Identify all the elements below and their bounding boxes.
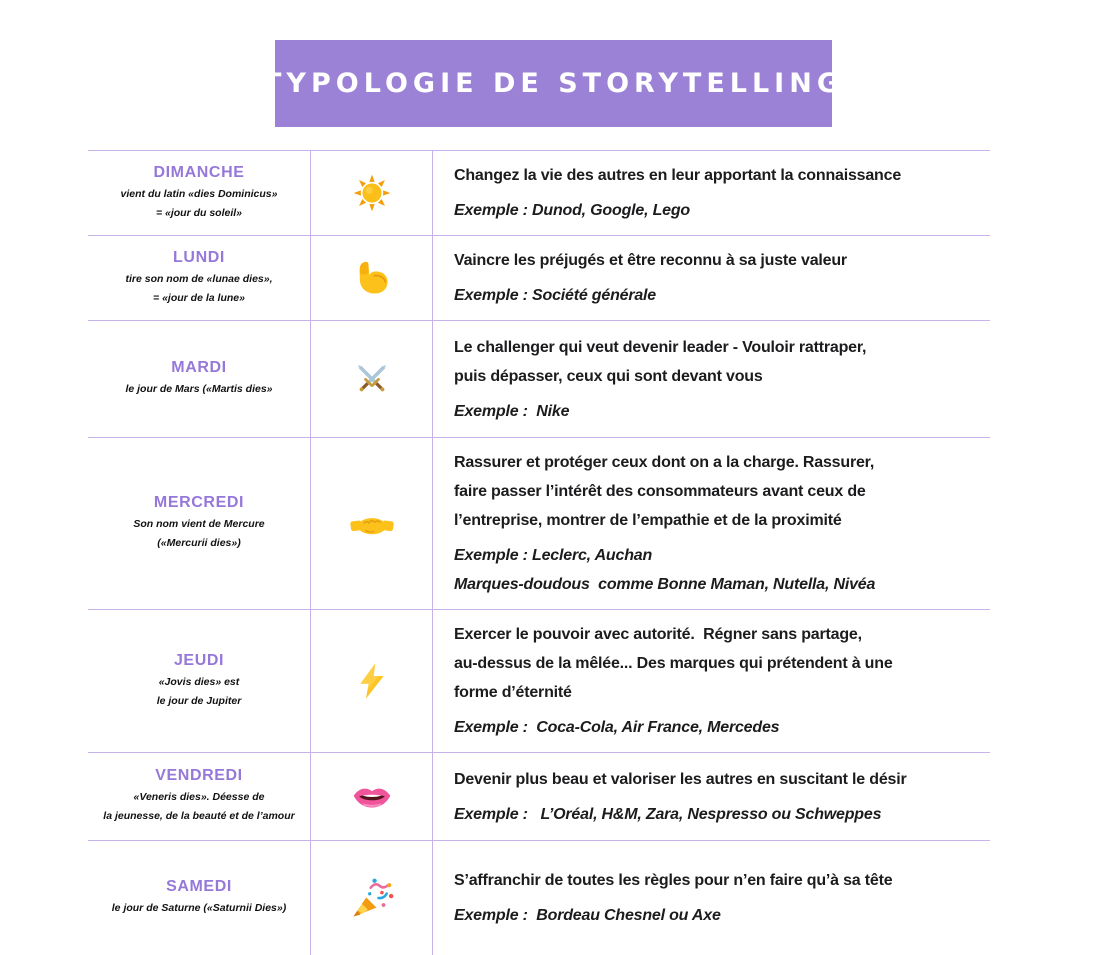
lips-icon xyxy=(350,775,394,819)
day-origin-line: la jeunesse, de la beauté et de l’amour xyxy=(103,810,295,822)
icon-cell xyxy=(310,841,433,955)
day-cell xyxy=(88,841,310,955)
description-line: Changez la vie des autres en leur apportant la connaissance xyxy=(454,167,902,184)
icon-cell xyxy=(310,753,433,840)
icon-cell xyxy=(310,438,433,609)
day-cell xyxy=(88,236,310,320)
day-cell xyxy=(88,151,310,235)
description-text xyxy=(454,620,990,707)
title-banner xyxy=(263,40,844,127)
table-row xyxy=(88,841,990,955)
crossed-swords-icon xyxy=(351,358,393,400)
description-line: puis dépasser, ceux qui sont devant vous xyxy=(454,367,763,385)
day-cell xyxy=(88,610,310,752)
day-origin-line: tire son nom de «lunae dies», xyxy=(125,272,273,285)
handshake-icon xyxy=(350,502,394,546)
day-origin-line: «Veneris dies». Déesse de xyxy=(133,791,265,803)
day-cell xyxy=(88,438,310,609)
day-name: JEUDI xyxy=(173,651,225,669)
day-origin xyxy=(90,185,308,223)
example-line: Exemple : Société générale xyxy=(454,287,657,304)
example-line: Exemple : Leclerc, Auchan xyxy=(454,547,653,564)
description-cell xyxy=(433,151,990,235)
example-line: Exemple : Bordeau Chesnel ou Axe xyxy=(454,907,721,924)
icon-cell xyxy=(310,321,433,437)
page-title: TYPOLOGIE DE STORYTELLING xyxy=(263,68,844,99)
example-line: Exemple : Nike xyxy=(454,402,570,420)
description-text xyxy=(454,866,990,895)
day-origin-line: = «jour de la lune» xyxy=(153,291,245,304)
description-cell xyxy=(433,438,990,609)
sun-icon xyxy=(352,173,392,213)
lightning-icon xyxy=(352,661,392,701)
description-line: Devenir plus beau et valoriser les autres en suscitant le désir xyxy=(454,770,907,788)
day-origin-line: Son nom vient de Mercure xyxy=(133,518,265,530)
party-popper-icon xyxy=(349,875,395,921)
day-cell xyxy=(88,753,310,840)
example-text xyxy=(454,541,990,599)
description-line: S’affranchir de toutes les règles pour n’en faire qu’à sa tête xyxy=(454,872,893,889)
day-origin-line: le jour de Saturne («Saturnii Dies») xyxy=(111,902,287,914)
table-row xyxy=(88,321,990,438)
description-line: Le challenger qui veut devenir leader - Vouloir rattraper, xyxy=(454,338,867,356)
day-name: LUNDI xyxy=(173,248,225,266)
day-origin-line: vient du latin «dies Dominicus» xyxy=(120,187,278,200)
example-line: Exemple : Coca-Cola, Air France, Mercedes xyxy=(454,719,780,736)
table-row xyxy=(88,610,990,753)
table-row xyxy=(88,150,990,236)
flexed-biceps-icon xyxy=(352,258,392,298)
description-cell xyxy=(433,753,990,840)
day-origin-line: le jour de Jupiter xyxy=(156,694,242,707)
description-text xyxy=(454,448,990,535)
example-text xyxy=(454,800,990,829)
description-line: forme d’éternité xyxy=(454,684,572,701)
description-text xyxy=(454,161,990,190)
description-line: Exercer le pouvoir avec autorité. Régner sans partage, xyxy=(454,626,862,643)
day-origin-line: = «jour du soleil» xyxy=(155,206,243,219)
description-text xyxy=(454,765,990,794)
description-line: au-dessus de la mêlée... Des marques qui prétendent à une xyxy=(454,655,893,672)
description-text xyxy=(454,333,990,391)
day-name: VENDREDI xyxy=(155,767,243,784)
table-row xyxy=(88,753,990,841)
example-line: Marques-doudous comme Bonne Maman, Nutella, Nivéa xyxy=(454,576,876,593)
day-name: DIMANCHE xyxy=(153,163,245,181)
description-line: Vaincre les préjugés et être reconnu à sa juste valeur xyxy=(454,252,847,269)
description-cell xyxy=(433,841,990,955)
day-origin-line: «Jovis dies» est xyxy=(158,675,240,688)
description-line: Rassurer et protéger ceux dont on a la charge. Rassurer, xyxy=(454,454,875,471)
icon-cell xyxy=(310,236,433,320)
icon-cell xyxy=(310,610,433,752)
day-origin xyxy=(90,515,308,553)
day-origin xyxy=(90,380,308,399)
day-origin xyxy=(90,899,308,918)
example-text xyxy=(454,281,990,310)
description-line: faire passer l’intérêt des consommateurs avant ceux de xyxy=(454,483,866,500)
day-origin xyxy=(90,270,308,308)
table-row xyxy=(88,236,990,321)
day-name: SAMEDI xyxy=(166,878,232,895)
description-cell xyxy=(433,610,990,752)
example-line: Exemple : L’Oréal, H&M, Zara, Nespresso ou Schweppes xyxy=(454,805,882,823)
description-cell xyxy=(433,236,990,320)
description-text xyxy=(454,246,990,275)
example-text xyxy=(454,397,990,426)
day-cell xyxy=(88,321,310,437)
icon-cell xyxy=(310,151,433,235)
table-row xyxy=(88,438,990,610)
description-line: l’entreprise, montrer de l’empathie et de la proximité xyxy=(454,512,842,529)
example-text xyxy=(454,196,990,225)
day-name: MERCREDI xyxy=(153,494,245,511)
example-text xyxy=(454,901,990,930)
day-name: MARDI xyxy=(171,359,227,376)
day-origin-line: («Mercurii dies») xyxy=(157,537,241,549)
day-origin-line: le jour de Mars («Martis dies» xyxy=(125,383,273,395)
day-origin xyxy=(90,673,308,711)
example-line: Exemple : Dunod, Google, Lego xyxy=(454,202,690,219)
description-cell xyxy=(433,321,990,437)
day-origin xyxy=(90,788,308,826)
storytelling-table xyxy=(88,150,990,955)
example-text xyxy=(454,713,990,742)
